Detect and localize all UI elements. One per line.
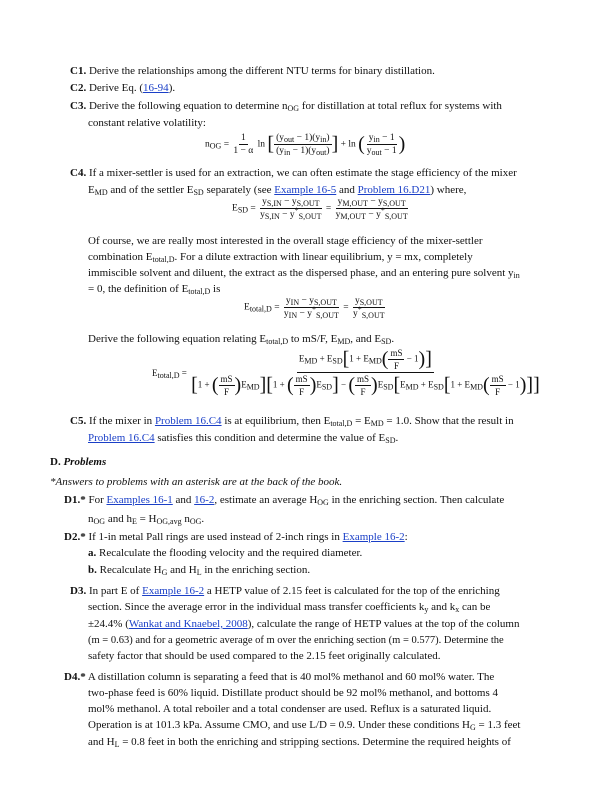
- item-d3: D3. In part E of Example 16-2 a HETP value of 2.15 feet is calculated for the top of the enriching: [70, 585, 500, 597]
- example-link[interactable]: Example 16-2: [142, 585, 205, 597]
- item-d3-line5: safety factor that should be used compared to the 2.15 feet originally calculated.: [88, 650, 441, 662]
- item-d3-line4: (m = 0.63) and for a geometric average of m over the enriching section (m = 0.577). Determine the: [88, 635, 504, 646]
- item-c2: C2. Derive Eq. (16-94).: [70, 82, 176, 94]
- item-c4-line2: $E_{MD}$ and of the settler $E_{SD}$ separately (see Example 16-5 and Problem 16.D21) where,: [88, 184, 467, 197]
- citation-link[interactable]: Wankat and Knaebel, 2008: [128, 618, 248, 630]
- equation-link[interactable]: 16-94: [143, 82, 169, 94]
- item-c4-para-line4: = 0, the definition of $E_{total,D}$ is: [88, 283, 221, 296]
- example-link[interactable]: Examples 16-1: [106, 494, 173, 506]
- item-d4-line4: Operation is at 101.3 kPa. Assume CMO, and use L/D = 0.9. Under these conditions $H_G = 1.3$ feet: [88, 719, 521, 732]
- section-note: *Answers to problems with an asterisk are at the back of the book.: [50, 476, 343, 488]
- item-c4-para-line3: immiscible solvent and diluent, the extract as the dispersed phase, and an entering pure solvent $y_{in}$: [88, 267, 520, 280]
- equation-nog: $n_{OG}$ = $\frac{1}{1 - \alpha}$ ln [ $\frac{(y_{out} - 1)(y_{in})}{(y_{in} - 1)(y_{out})}$ ] + ln ( $\frac{y_{in} - 1}{y_{out} - 1}$ ): [205, 133, 406, 157]
- item-d2: D2.* If 1-in metal Pall rings are used instead of 2-inch rings in Example 16-2:: [64, 531, 408, 543]
- item-c4-para: Of course, we are really most interested in the overall stage efficiency of the mixer-settler: [88, 235, 483, 247]
- item-d2-b: b. Recalculate $H_G$ and $H_L$ in the enriching section.: [88, 564, 311, 577]
- item-d1: D1.* For Examples 16-1 and 16-2, estimate an average $H_{OG}$ in the enriching section. Then calculate: [64, 494, 505, 507]
- problem-link[interactable]: Problem 16.D21: [357, 184, 431, 196]
- equation-etotal-derived: $E_{total,D}$ = $E_{MD} + E_{SD}[1 + E_{MD}$( $\frac{mS}{F}$ − 1)] [1 + ( $\frac{mS}{F}$ )$E_{MD}][1$ + ( $\frac{mS}{F}$ )$E_{SD}$] − ( $\frac{mS}{F}$ )$E_{SD}[E_{MD} + E_{SD}[1 + E_{MD}$( $\frac{mS}{F}$ − 1)]]: [152, 348, 540, 397]
- item-d1-line2: $n_{OG}$ and $h_E = H_{OG,avg}$ $n_{OG}$.: [88, 513, 205, 526]
- item-c4: C4. If a mixer-settler is used for an extraction, we can often estimate the stage efficiency of the mixer: [70, 167, 517, 179]
- example-link[interactable]: Example 16-2: [342, 531, 405, 543]
- item-d4-line3: mol% methanol. A total reboiler and a total condenser are used. Reflux is a saturated liquid.: [88, 703, 492, 715]
- item-text: Derive the relationships among the different NTU terms for binary distillation.: [88, 65, 435, 77]
- item-d3-line2: section. Since the average error in the individual mass transfer coefficients $k_y$ and $k_x$ can be: [88, 601, 491, 614]
- example-link[interactable]: Example 16-5: [274, 184, 337, 196]
- item-c4-para-line2: combination $E_{total,D}$. For a dilute extraction with linear equilibrium, y = mx, completely: [88, 251, 473, 264]
- section-heading: D. Problems: [50, 456, 107, 468]
- item-label: C1.: [70, 65, 87, 77]
- item-d4: D4.* A distillation column is separating a feed that is 40 mol% methanol and 60 mol% water. The: [64, 671, 495, 683]
- item-c3-line2: constant relative volatility:: [88, 117, 206, 129]
- item-d2-a: a. Recalculate the flooding velocity and the required diameter.: [88, 547, 363, 559]
- example-link[interactable]: 16-2: [194, 494, 215, 506]
- problem-link[interactable]: Problem 16.C4: [154, 415, 222, 427]
- item-d4-line2: two-phase feed is 60% liquid. Distillate product should be 92 mol% methanol, and bottoms 4: [88, 687, 498, 699]
- item-c1: [0, 64, 614, 80]
- equation-esd: $E_{SD}$ = $\frac{y_{S,IN} - y_{S,OUT}}{y_{S,IN} - y^*_{S,OUT}}$ = $\frac{y_{M,OUT} - y_{S,OUT}}{y_{M,OUT} - y^*_{S,OUT}}$: [232, 197, 408, 221]
- item-d4-line5: and $H_L = 0.8$ feet in both the enriching and stripping sections. Determine the required heights of: [88, 736, 511, 749]
- item-c5-line2: Problem 16.C4 satisfies this condition and determine the value of $E_{SD}$.: [88, 432, 399, 445]
- problem-link[interactable]: Problem 16.C4: [88, 432, 155, 444]
- item-c5: C5. If the mixer in Problem 16.C4 is at equilibrium, then $E_{total,D} = E_{MD} = 1.0$. Show that the result in: [70, 415, 514, 428]
- item-c4-derive: Derive the following equation relating $E_{total,D}$ to mS/F, $E_{MD}$, and $E_{SD}$.: [88, 333, 395, 346]
- equation-etotal-def: $E_{total,D}$ = $\frac{y_{IN} - y_{S,OUT}}{y_{IN} - y^*_{S,OUT}}$ = $\frac{y_{S,OUT}}{y^*_{S,OUT}}$: [244, 296, 385, 320]
- item-c3: C3. Derive the following equation to determine $n_{OG}$ for distillation at total reflux for systems with: [70, 100, 502, 113]
- item-d3-line3: ±24.4% (Wankat and Knaebel, 2008), calculate the range of HETP values at the top of the column: [88, 618, 520, 630]
